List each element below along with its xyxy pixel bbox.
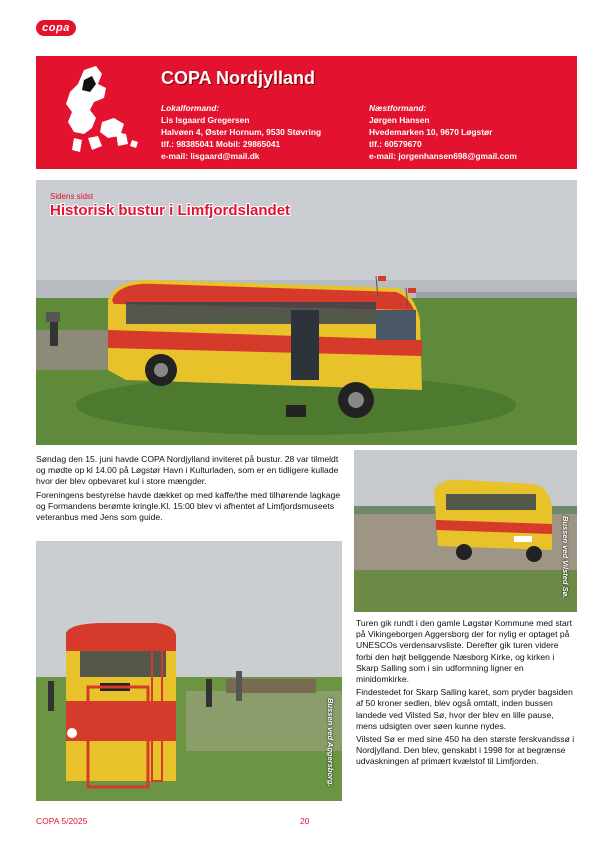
aggersborg-bus-photo — [36, 541, 342, 801]
contact-role: Næstformand: — [369, 103, 427, 113]
paragraph: Turen gik rundt i den gamle Løgstør Kommune med start på Vikingeborgen Aggersborg der for nylig er optaget på UNESCOs verdensarvsliste. Derefter gik turen videre forbi den højt beliggende Næsborg Kirke, og kirken i Skarp Salling som i sin udformning ligner en minidomkirke. — [356, 618, 573, 685]
article-text-right — [356, 618, 576, 770]
contact-email[interactable]: e-mail: lisgaard@mail.dk — [161, 151, 260, 161]
main-bus-photo — [36, 180, 577, 445]
contact-naestformand — [369, 102, 517, 162]
contact-name: Jørgen Hansen — [369, 115, 430, 125]
footer-issue: COPA 5/2025 — [36, 816, 88, 826]
lake-bus-photo — [354, 450, 577, 612]
copa-logo: copa — [36, 20, 76, 36]
banner-title: COPA Nordjylland — [161, 68, 316, 88]
caption-aggersborg: Bussen ved Aggersborg. — [326, 698, 335, 787]
paragraph: Vilsted Sø er med sine 450 ha den største ferskvandssø i Nordjylland. Den blev, genskabt i 1998 for at begrænse udvaskningen af primært kvælstof til Limfjorden. — [356, 734, 575, 767]
contact-address: Halvøen 4, Øster Hornum, 9530 Støvring — [161, 127, 322, 137]
section-kicker: Sidens sidst — [50, 192, 94, 201]
contact-email[interactable]: e-mail: jorgenhansen698@gmail.com — [369, 151, 517, 161]
caption-lake: Bussen ved Vilsted Sø. — [561, 516, 570, 599]
contact-phone: tlf.: 60579670 — [369, 139, 422, 149]
paragraph: Foreningens bestyrelse havde dækket op med kaffe/the med tilhørende lagkage og Formandens berømte kringle.Kl. 15:00 blev vi afhentet af Limfjordsmuseets veteranbus med Jens som guide. — [36, 489, 341, 523]
paragraph: Findestedet for Skarp Salling karet, som pryder bagsiden af 50 kroner sedlen, blev også omtalt, inden bussen landede ved Vilsted Sø, hvor der blev en lille pause, mens udsigten over søen kunne nydes. — [356, 687, 573, 731]
article-headline: Historisk bustur i Limfjordslandet — [50, 202, 291, 219]
page-number: 20 — [300, 816, 310, 826]
contact-role: Lokalformand: — [161, 103, 220, 113]
denmark-map-icon — [44, 62, 144, 162]
paragraph: Søndag den 15. juni havde COPA Nordjylland inviteret på bustur. 28 var tilmeldt og mødte op kl 14.00 på Løgstør Havn i Kulturladen, som er en tidligere kullade hvor der blev opbevaret kul i store mængder. — [36, 454, 339, 487]
contact-name: Lis Isgaard Gregersen — [161, 115, 250, 125]
contact-phone: tlf.: 98385041 Mobil: 29865041 — [161, 139, 281, 149]
header-banner — [36, 56, 577, 169]
contact-address: Hvedemarken 10, 9670 Løgstør — [369, 127, 493, 137]
article-text-left — [36, 454, 346, 525]
contact-lokalformand — [161, 102, 321, 162]
